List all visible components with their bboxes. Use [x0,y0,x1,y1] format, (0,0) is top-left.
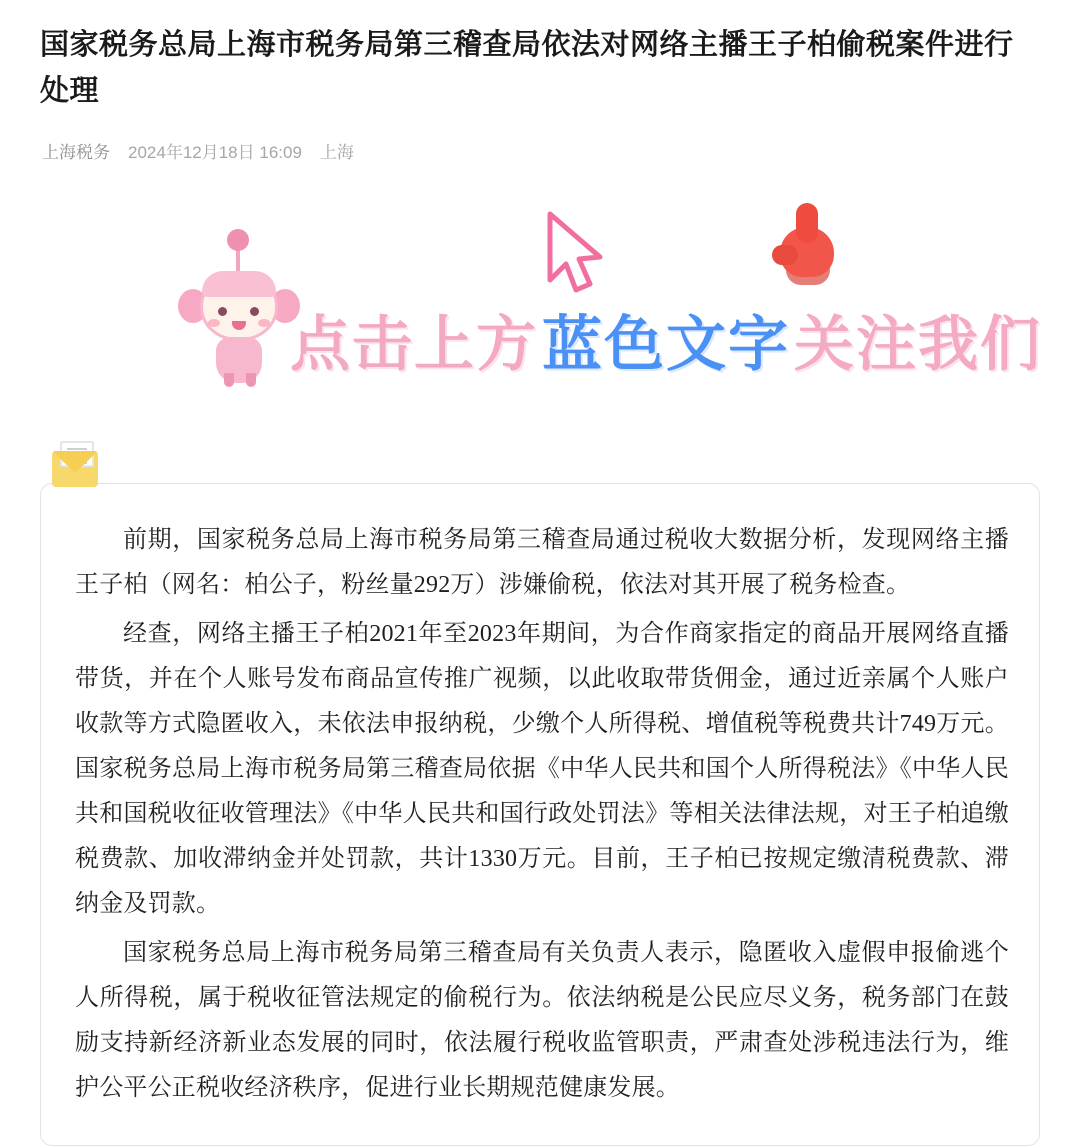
doll-mascot-icon [180,245,300,385]
banner-text [290,297,1042,383]
page-title: 国家税务总局上海市税务局第三稽查局依法对网络主播王子柏偷税案件进行处理 [40,29,1014,107]
article-meta [40,138,1040,163]
article-body-wrapper [40,483,1040,1146]
article-paragraph: 经查，网络主播王子柏2021年至2023年期间，为合作商家指定的商品开展网络直播带货，并在个人账号发布商品宣传推广视频，以此收取带货佣金，通过近亲属个人账户收款等方式隐匿收入，未依法申报纳税，少缴个人所得税、增值税等税费共计749万元。国家税务总局上海市税务局第三稽查局依据《中华人民共和国个人所得税法》《中华人民共和国税收征收管理法》《中华人民共和国行政处罚法》等相关法律法规，对王子柏追缴税费款、加收滞纳金并处罚款，共计1330万元。目前，王子柏已按规定缴清税费款、滞纳金及罚款。 [75,621,1009,917]
promo-banner [40,205,1040,455]
envelope-letter-icon [48,441,104,495]
article-paragraph: 前期，国家税务总局上海市税务局第三稽查局通过税收大数据分析，发现网络主播王子柏（网名：柏公子，粉丝量292万）涉嫌偷税，依法对其开展了税务检查。 [75,527,1009,598]
article-body-card [40,483,1040,1146]
article-source[interactable]: 上海税务 [42,143,110,162]
article-location: 上海 [319,143,354,162]
banner-text-part3: 关注我们 [794,310,1042,380]
banner-text-part1: 点击上方 [290,310,538,380]
cursor-arrow-icon [542,210,612,300]
red-hand-pointer-icon [770,205,850,300]
article-paragraph: 国家税务总局上海市税务局第三稽查局有关负责人表示，隐匿收入虚假申报偷逃个人所得税，属于税收征管法规定的偷税行为。依法纳税是公民应尽义务，税务部门在鼓励支持新经济新业态发展的同时，依法履行税收监管职责，严肃查处涉税违法行为，维护公平公正税收经济秩序，促进行业长期规范健康发展。 [75,940,1009,1101]
article-date: 2024年12月18日 16:09 [128,143,302,162]
banner-text-part2: 蓝色文字 [542,310,790,380]
